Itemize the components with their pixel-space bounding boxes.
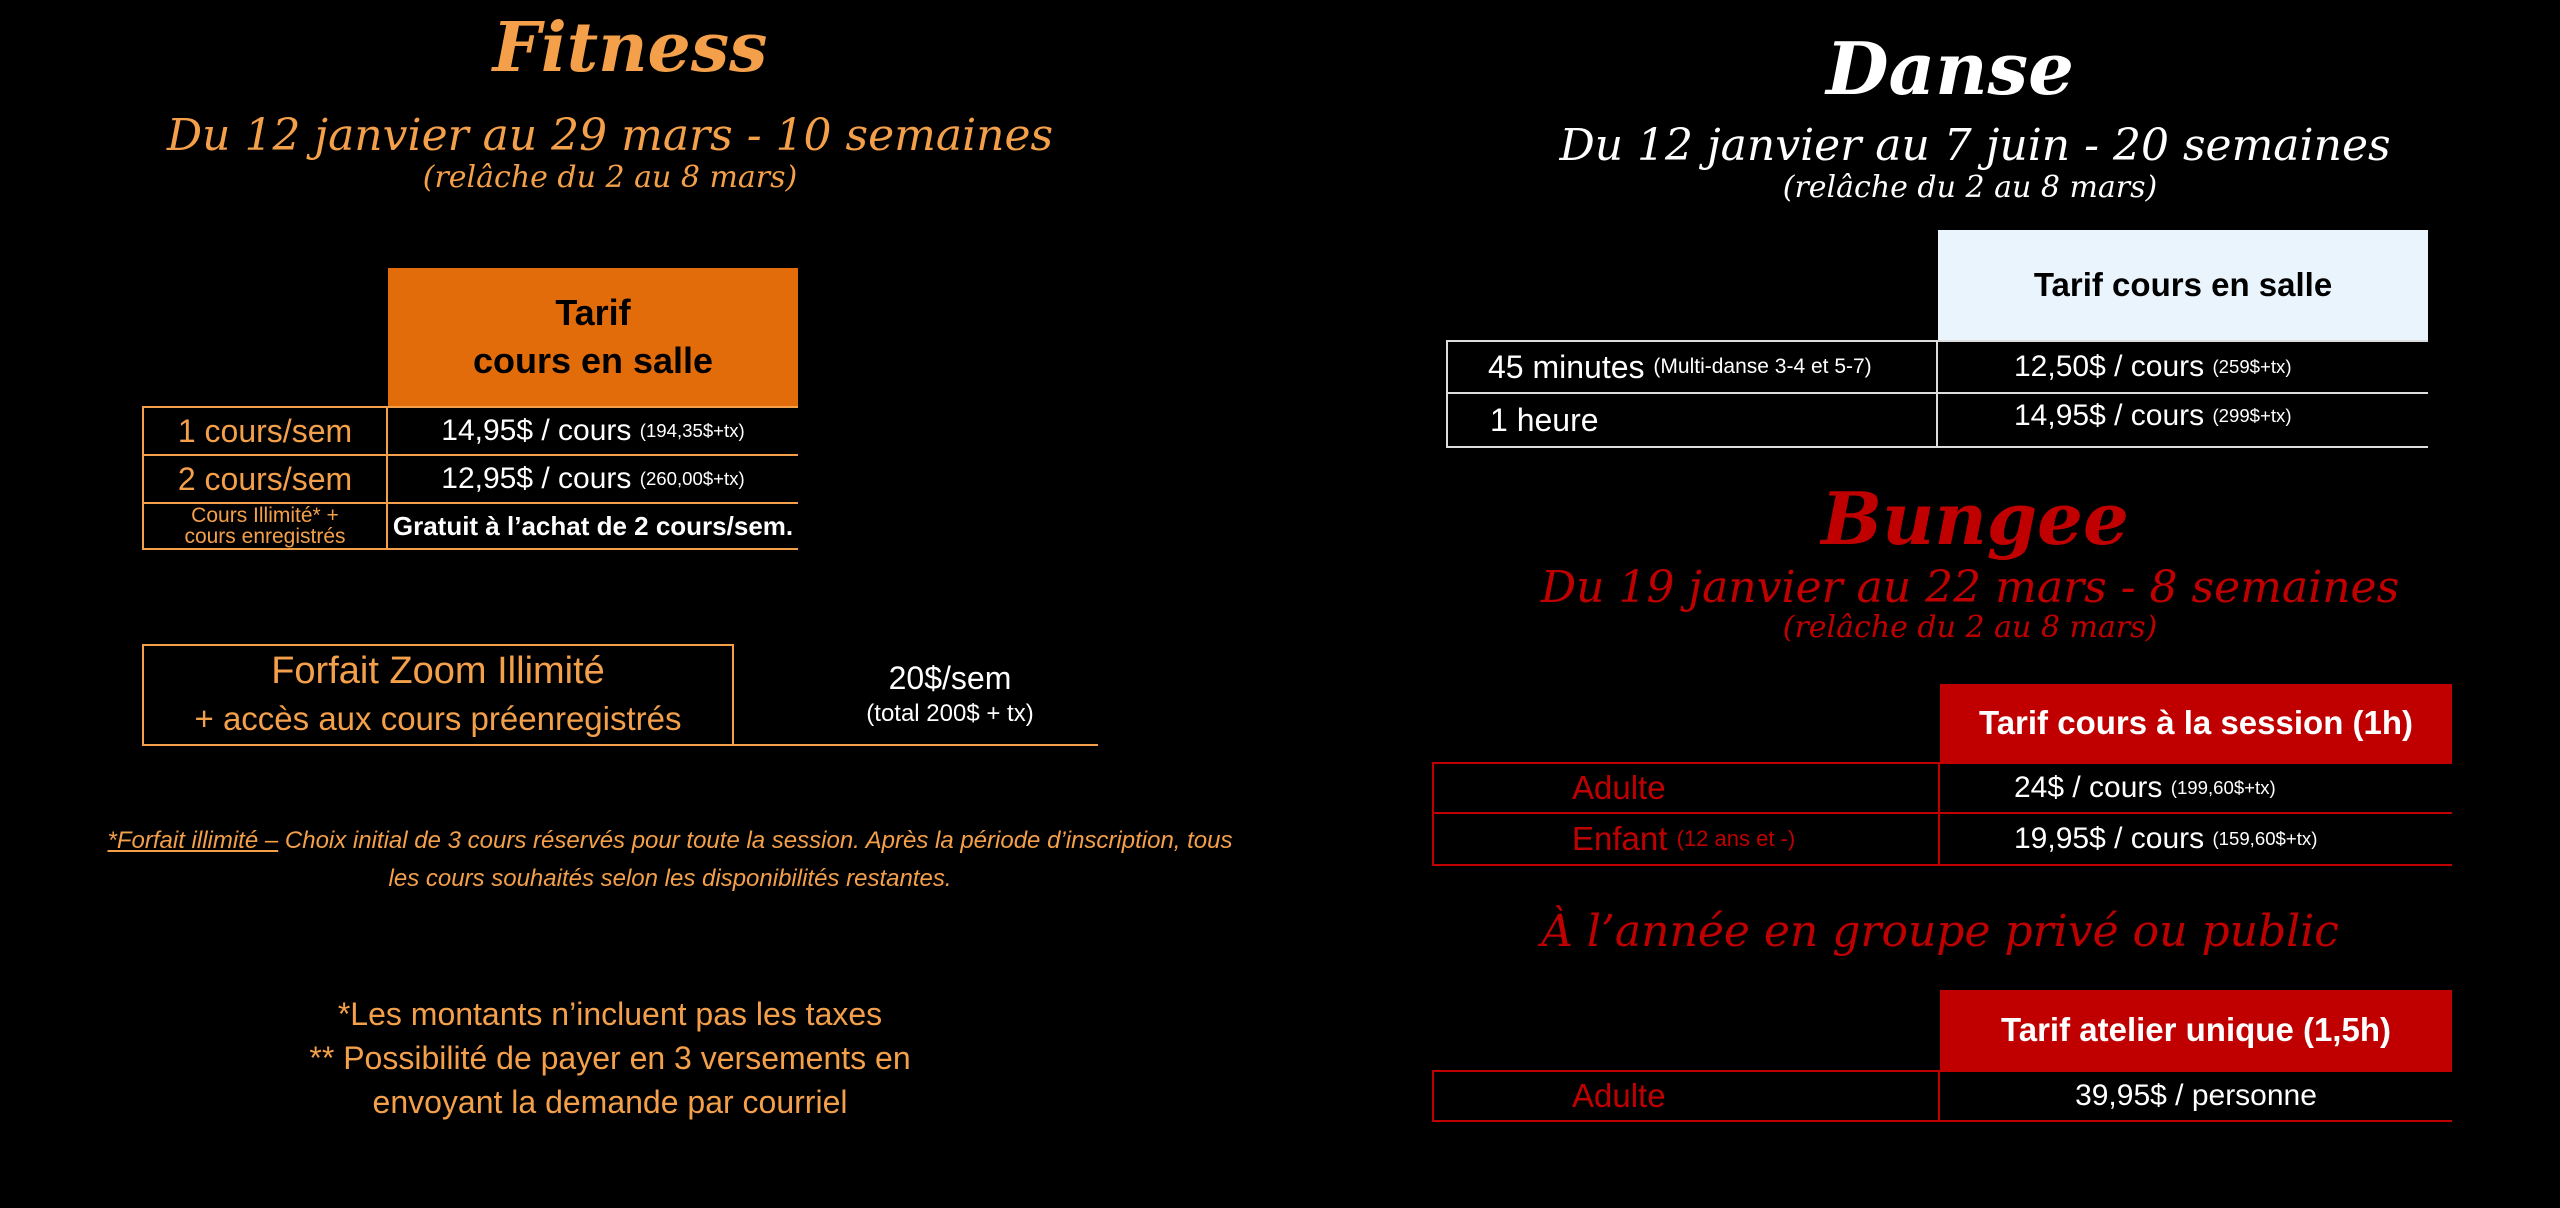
fitness-row-2-label: 2 cours/sem (177, 460, 353, 497)
bungee-row-1-total: (199,60$+tx) (2170, 777, 2276, 798)
danse-row-2-price-value: 14,95$ / cours (2014, 399, 2205, 432)
bungee-row-1-price-value: 24$ / cours (2014, 771, 2163, 804)
danse-row-1-price (1938, 342, 2428, 392)
fitness-footnote-line-2: les cours souhaités selon les disponibilités restantes. (388, 865, 952, 892)
bungee-row-2-label-note: (12 ans et -) (1676, 826, 1796, 851)
bungee-table-header: Tarif cours à la session (1h) (1940, 684, 2452, 762)
fitness-header-line-2: cours en salle (472, 340, 714, 381)
danse-row-1-total: (259$+tx) (2212, 356, 2292, 377)
bungee-break: (relâche du 2 au 8 mars) (1782, 610, 2158, 645)
danse-row-1-label-text: 45 minutes (1488, 348, 1645, 385)
danse-break: (relâche du 2 au 8 mars) (1782, 170, 2158, 205)
annual-title: À l’année en groupe privé ou public (1541, 906, 2339, 957)
fitness-row-2-total: (260,00$+tx) (639, 468, 745, 489)
bungee-row-1-label: Adulte (1572, 769, 1666, 806)
danse-row-2-price (1938, 394, 2428, 438)
zoom-package-subtitle: + accès aux cours préenregistrés (194, 700, 682, 737)
danse-row-2-label: 1 heure (1490, 401, 1599, 438)
danse-title: Danse (1826, 26, 2074, 111)
bungee-dates: Du 19 janvier au 22 mars - 8 semaines (1540, 562, 2400, 613)
fitness-row-3-price: Gratuit à l’achat de 2 cours/sem. (392, 510, 794, 541)
fitness-footnote (60, 822, 1280, 898)
fitness-row-1-label: 1 cours/sem (177, 412, 353, 449)
bungee-row-2-price-value: 19,95$ / cours (2014, 822, 2205, 855)
bungee-row-2-label-text: Enfant (1572, 820, 1668, 857)
fitness-header-line-1: Tarif (555, 292, 631, 333)
bungee-row-2-price (1940, 814, 2452, 864)
fitness-row-2-price (388, 456, 798, 502)
zoom-package-box (142, 644, 734, 746)
bungee-row-2-label (1434, 814, 1938, 864)
annual-table-header: Tarif atelier unique (1,5h) (1940, 990, 2452, 1070)
annual-row-1-price: 39,95$ / personne (2075, 1079, 2317, 1112)
fitness-footnote-lead: *Forfait illimité – (107, 827, 279, 854)
fitness-row-1-price-value: 14,95$ / cours (441, 414, 632, 447)
fitness-break: (relâche du 2 au 8 mars) (422, 160, 798, 195)
bungee-row-2-total: (159,60$+tx) (2212, 828, 2318, 849)
danse-row-1-label-note: (Multi-danse 3-4 et 5-7) (1653, 355, 1872, 378)
fitness-dates: Du 12 janvier au 29 mars - 10 semaines (166, 110, 1054, 161)
fitness-title: Fitness (492, 8, 768, 88)
danse-row-2-total: (299$+tx) (2212, 405, 2292, 426)
fitness-note-3: envoyant la demande par courriel (372, 1084, 848, 1120)
annual-row-1-label: Adulte (1572, 1077, 1666, 1114)
fitness-footnote-text-1: Choix initial de 3 cours réservés pour toute la session. Après la période d’inscription, tous (278, 827, 1233, 854)
fitness-row-1-price (388, 408, 798, 454)
danse-dates: Du 12 janvier au 7 juin - 20 semaines (1559, 120, 2391, 171)
fitness-note-1: *Les montants n’incluent pas les taxes (337, 996, 883, 1032)
zoom-package-total: (total 200$ + tx) (866, 700, 1034, 727)
danse-row-1-price-value: 12,50$ / cours (2014, 350, 2205, 383)
fitness-row-1-total: (194,35$+tx) (639, 420, 745, 441)
bungee-title: Bungee (1821, 476, 2129, 561)
danse-table-header: Tarif cours en salle (1938, 230, 2428, 340)
fitness-row-3-label (144, 504, 386, 548)
fitness-row-3-label-line-1: Cours Illimité* + (191, 504, 339, 527)
fitness-row-3-label-line-2: cours enregistrés (184, 525, 346, 548)
zoom-package-price: 20$/sem (888, 660, 1012, 696)
zoom-package-price-block (760, 648, 1140, 740)
fitness-note-2: ** Possibilité de payer en 3 versements en (309, 1040, 911, 1076)
fitness-row-2-price-value: 12,95$ / cours (441, 462, 632, 495)
fitness-notes (230, 992, 990, 1124)
zoom-package-title: Forfait Zoom Illimité (271, 650, 605, 692)
fitness-table-header (388, 268, 798, 406)
bungee-row-1-price (1940, 764, 2452, 812)
fitness-footnote-line-1 (60, 822, 1280, 860)
danse-row-1-label (1448, 342, 1936, 392)
